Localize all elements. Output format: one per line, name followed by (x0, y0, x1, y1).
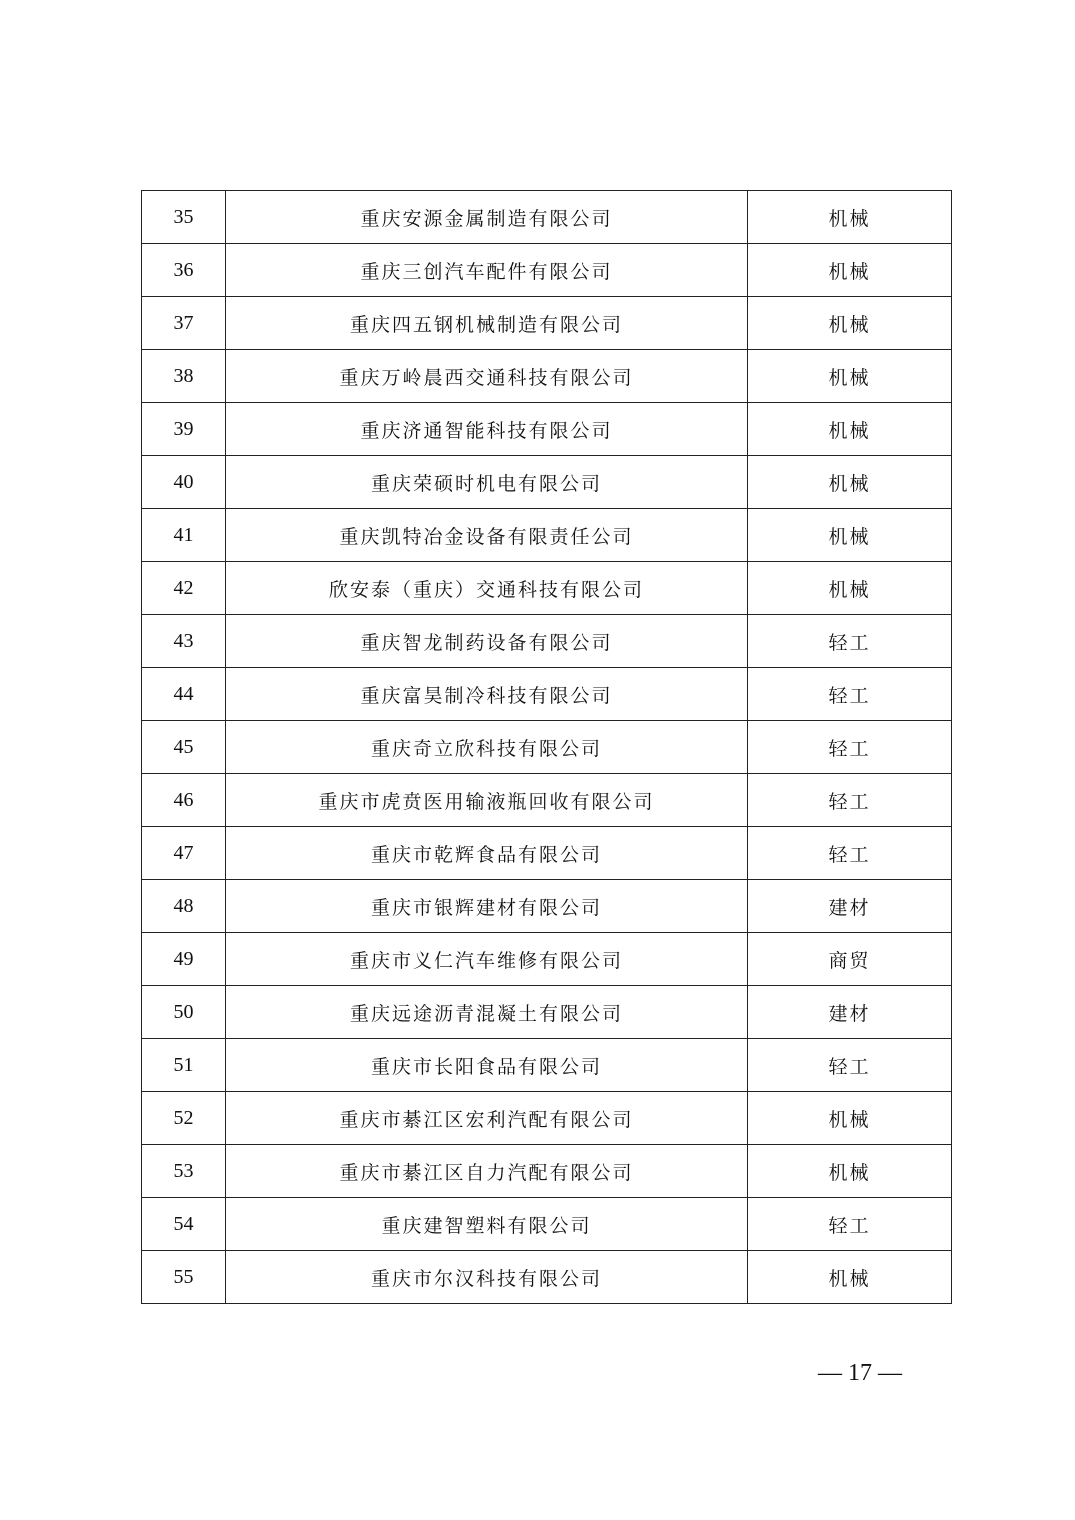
table-row (142, 986, 952, 1039)
table-row (142, 933, 952, 986)
row-number-cell: 47 (142, 827, 226, 880)
industry-cell: 机械 (748, 1251, 952, 1304)
industry-cell: 机械 (748, 1145, 952, 1198)
row-number-cell: 41 (142, 509, 226, 562)
industry-cell: 机械 (748, 456, 952, 509)
industry-cell: 轻工 (748, 1039, 952, 1092)
company-name-cell: 重庆市乾辉食品有限公司 (226, 827, 748, 880)
industry-cell: 机械 (748, 403, 952, 456)
row-number-cell: 35 (142, 191, 226, 244)
row-number-cell: 46 (142, 774, 226, 827)
row-number-cell: 38 (142, 350, 226, 403)
row-number-cell: 45 (142, 721, 226, 774)
industry-cell: 轻工 (748, 721, 952, 774)
table-row (142, 191, 952, 244)
industry-cell: 机械 (748, 297, 952, 350)
company-list-table-container (141, 190, 952, 1304)
company-name-cell: 重庆建智塑料有限公司 (226, 1198, 748, 1251)
company-name-cell: 重庆万岭晨西交通科技有限公司 (226, 350, 748, 403)
company-name-cell: 重庆市银辉建材有限公司 (226, 880, 748, 933)
row-number-cell: 49 (142, 933, 226, 986)
table-row (142, 350, 952, 403)
table-row (142, 562, 952, 615)
table-row (142, 456, 952, 509)
table-row (142, 880, 952, 933)
table-row (142, 1251, 952, 1304)
company-name-cell: 重庆奇立欣科技有限公司 (226, 721, 748, 774)
row-number-cell: 51 (142, 1039, 226, 1092)
row-number-cell: 52 (142, 1092, 226, 1145)
company-name-cell: 重庆市綦江区宏利汽配有限公司 (226, 1092, 748, 1145)
page-number: — 17 — (818, 1360, 902, 1386)
company-name-cell: 重庆三创汽车配件有限公司 (226, 244, 748, 297)
company-name-cell: 欣安泰（重庆）交通科技有限公司 (226, 562, 748, 615)
industry-cell: 轻工 (748, 774, 952, 827)
table-row (142, 509, 952, 562)
table-row (142, 615, 952, 668)
industry-cell: 机械 (748, 1092, 952, 1145)
company-name-cell: 重庆济通智能科技有限公司 (226, 403, 748, 456)
company-name-cell: 重庆凯特冶金设备有限责任公司 (226, 509, 748, 562)
company-name-cell: 重庆市尔汉科技有限公司 (226, 1251, 748, 1304)
industry-cell: 建材 (748, 986, 952, 1039)
table-row (142, 1145, 952, 1198)
row-number-cell: 53 (142, 1145, 226, 1198)
industry-cell: 机械 (748, 509, 952, 562)
company-name-cell: 重庆市綦江区自力汽配有限公司 (226, 1145, 748, 1198)
row-number-cell: 44 (142, 668, 226, 721)
table-row (142, 827, 952, 880)
row-number-cell: 55 (142, 1251, 226, 1304)
table-row (142, 1092, 952, 1145)
company-name-cell: 重庆荣硕时机电有限公司 (226, 456, 748, 509)
row-number-cell: 43 (142, 615, 226, 668)
industry-cell: 建材 (748, 880, 952, 933)
industry-cell: 机械 (748, 244, 952, 297)
table-row (142, 1039, 952, 1092)
row-number-cell: 50 (142, 986, 226, 1039)
row-number-cell: 40 (142, 456, 226, 509)
table-row (142, 668, 952, 721)
row-number-cell: 54 (142, 1198, 226, 1251)
table-row (142, 774, 952, 827)
industry-cell: 轻工 (748, 615, 952, 668)
table-body (142, 191, 952, 1304)
row-number-cell: 42 (142, 562, 226, 615)
table-row (142, 403, 952, 456)
industry-cell: 轻工 (748, 827, 952, 880)
company-name-cell: 重庆智龙制药设备有限公司 (226, 615, 748, 668)
company-name-cell: 重庆远途沥青混凝土有限公司 (226, 986, 748, 1039)
table-row (142, 721, 952, 774)
table-row (142, 1198, 952, 1251)
company-name-cell: 重庆富昊制冷科技有限公司 (226, 668, 748, 721)
company-name-cell: 重庆四五钢机械制造有限公司 (226, 297, 748, 350)
industry-cell: 轻工 (748, 1198, 952, 1251)
industry-cell: 商贸 (748, 933, 952, 986)
industry-cell: 机械 (748, 191, 952, 244)
company-name-cell: 重庆市虎贲医用输液瓶回收有限公司 (226, 774, 748, 827)
row-number-cell: 36 (142, 244, 226, 297)
industry-cell: 机械 (748, 350, 952, 403)
company-name-cell: 重庆市义仁汽车维修有限公司 (226, 933, 748, 986)
industry-cell: 轻工 (748, 668, 952, 721)
row-number-cell: 48 (142, 880, 226, 933)
company-name-cell: 重庆市长阳食品有限公司 (226, 1039, 748, 1092)
table-row (142, 244, 952, 297)
table-row (142, 297, 952, 350)
row-number-cell: 37 (142, 297, 226, 350)
industry-cell: 机械 (748, 562, 952, 615)
row-number-cell: 39 (142, 403, 226, 456)
company-list-table (141, 190, 952, 1304)
company-name-cell: 重庆安源金属制造有限公司 (226, 191, 748, 244)
